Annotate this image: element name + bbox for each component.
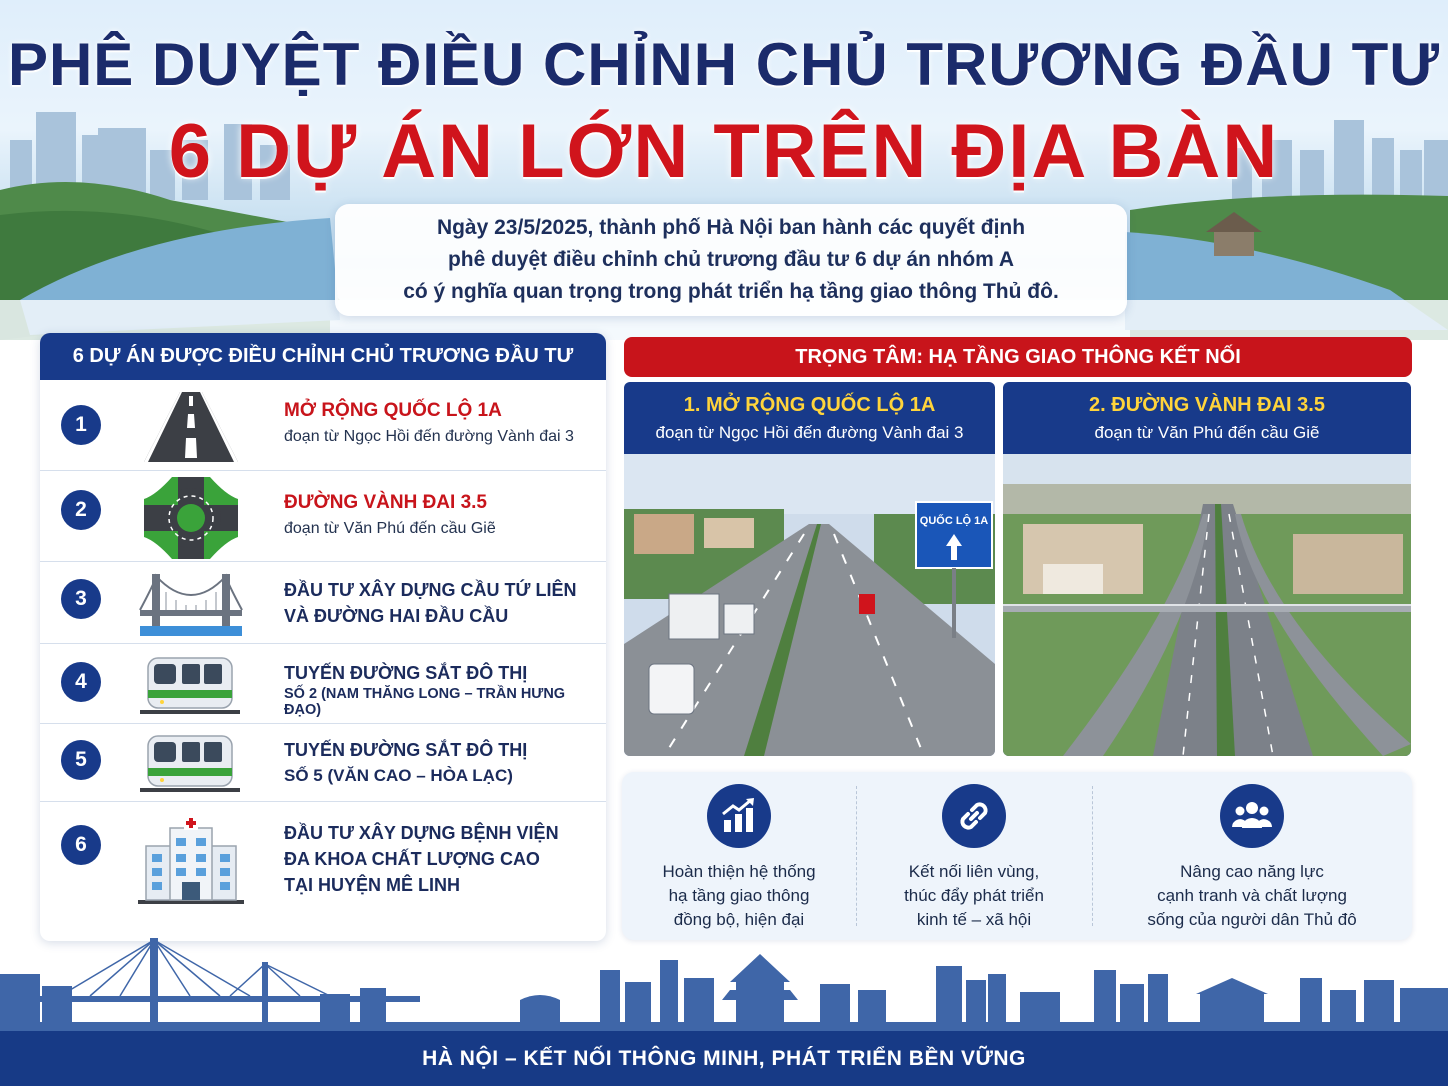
benefit-line: Nâng cao năng lực	[1180, 862, 1324, 881]
project-row-1	[40, 380, 606, 471]
project-title-line: SỐ 2 (NAM THĂNG LONG – TRẦN HƯNG ĐẠO)	[284, 686, 566, 718]
benefit-line: hạ tầng giao thông	[668, 886, 810, 905]
focus-card-title: 1. MỞ RỘNG QUỐC LỘ 1A	[683, 393, 936, 416]
project-text	[284, 577, 576, 629]
project-row-3	[40, 562, 606, 644]
project-title-line: TẠI HUYỆN MÊ LINH	[284, 875, 461, 895]
benefit-3	[1092, 772, 1412, 940]
project-title-line: ĐẦU TƯ XÂY DỰNG CẦU TỨ LIÊN	[284, 580, 577, 600]
project-title-line: TUYẾN ĐƯỜNG SẮT ĐÔ THỊ	[284, 740, 528, 760]
hospital-icon	[136, 816, 246, 904]
highway-road-icon	[136, 392, 246, 462]
benefit-text	[904, 860, 1044, 932]
project-number-badge: 6	[61, 825, 101, 865]
benefit-1	[622, 772, 856, 940]
benefits-box	[622, 772, 1412, 940]
project-text	[284, 400, 574, 446]
intro-line: có ý nghĩa quan trọng trong phát triển hạ tầng giao thông Thủ đô.	[403, 280, 1059, 303]
focus-card-subtitle: đoạn từ Văn Phú đến cầu Giẽ	[1094, 422, 1320, 442]
project-number-badge: 2	[61, 490, 101, 530]
project-title: ĐƯỜNG VÀNH ĐAI 3.5	[284, 492, 487, 513]
benefit-text	[662, 860, 815, 932]
project-title-line: ĐA KHOA CHẤT LƯỢNG CAO	[284, 849, 540, 869]
intro-line: phê duyệt điều chỉnh chủ trương đầu tư 6 dự án nhóm A	[447, 248, 1015, 271]
benefit-line: đồng bộ, hiện đại	[673, 910, 805, 929]
focus-card-1	[624, 382, 995, 756]
main-title-line2: 6 DỰ ÁN LỚN TRÊN ĐỊA BÀN	[168, 109, 1280, 194]
project-title-line: TUYẾN ĐƯỜNG SẮT ĐÔ THỊ	[284, 663, 528, 683]
highway-photo	[624, 454, 995, 756]
focus-card-title: 2. ĐƯỜNG VÀNH ĐAI 3.5	[1089, 393, 1325, 416]
benefit-line: cạnh tranh và chất lượng	[1157, 886, 1347, 905]
project-title: MỞ RỘNG QUỐC LỘ 1A	[284, 400, 502, 421]
projects-panel-heading: 6 DỰ ÁN ĐƯỢC ĐIỀU CHỈNH CHỦ TRƯƠNG ĐẦU TƯ	[40, 333, 606, 380]
project-subtitle: đoạn từ Ngọc Hồi đến đường Vành đai 3	[284, 428, 574, 445]
project-title-line: ĐẦU TƯ XÂY DỰNG BỆNH VIỆN	[284, 823, 559, 843]
project-row-2	[40, 471, 606, 562]
bridge-icon	[136, 570, 246, 638]
benefit-line: kinh tế – xã hội	[916, 910, 1032, 929]
project-text	[284, 820, 559, 898]
road-sign-text: QUỐC LỘ 1A	[919, 515, 989, 527]
benefit-2	[856, 772, 1092, 940]
intro-box	[335, 204, 1127, 316]
benefit-line: Hoàn thiện hệ thống	[662, 862, 816, 881]
people-group-icon	[1220, 784, 1284, 848]
focus-card-subtitle: đoạn từ Ngọc Hồi đến đường Vành đai 3	[655, 422, 964, 442]
focus-card-header	[1003, 382, 1411, 454]
project-text	[284, 492, 496, 538]
project-title-line: VÀ ĐƯỜNG HAI ĐẦU CẦU	[284, 606, 509, 626]
focus-card-2	[1003, 382, 1411, 756]
project-text	[284, 660, 606, 718]
project-row-5	[40, 724, 606, 802]
hanoi-skyline-illustration	[0, 930, 1448, 1032]
metro-train-icon	[136, 652, 246, 718]
project-row-4	[40, 644, 606, 724]
hero-banner	[0, 0, 1448, 340]
project-row-6	[40, 802, 606, 941]
project-number-badge: 5	[61, 740, 101, 780]
project-number-badge: 1	[61, 405, 101, 445]
focus-heading: TRỌNG TÂM: HẠ TẦNG GIAO THÔNG KẾT NỐI	[624, 337, 1412, 377]
metro-train-icon	[136, 730, 246, 796]
ring-road-photo	[1003, 454, 1411, 756]
growth-chart-icon	[707, 784, 771, 848]
focus-card-header	[624, 382, 995, 454]
project-title-line: SỐ 5 (VĂN CAO – HÒA LẠC)	[284, 766, 513, 785]
intro-line: Ngày 23/5/2025, thành phố Hà Nội ban hành các quyết định	[436, 216, 1026, 239]
footer-slogan-bar	[0, 1031, 1448, 1086]
footer-slogan: HÀ NỘI – KẾT NỐI THÔNG MINH, PHÁT TRIỂN BỀN VỮNG	[422, 1046, 1026, 1070]
project-text	[284, 737, 527, 789]
main-title-line1: PHÊ DUYỆT ĐIỀU CHỈNH CHỦ TRƯƠNG ĐẦU TƯ	[7, 31, 1441, 98]
project-number-badge: 3	[61, 579, 101, 619]
benefit-line: Kết nối liên vùng,	[908, 862, 1040, 881]
projects-panel	[40, 333, 606, 941]
roundabout-icon	[136, 477, 246, 559]
benefit-text	[1147, 860, 1356, 932]
benefit-line: thúc đẩy phát triển	[904, 886, 1044, 905]
link-icon	[942, 784, 1006, 848]
benefit-line: sống của người dân Thủ đô	[1147, 910, 1357, 929]
project-subtitle: đoạn từ Văn Phú đến cầu Giẽ	[284, 520, 496, 537]
project-number-badge: 4	[61, 662, 101, 702]
